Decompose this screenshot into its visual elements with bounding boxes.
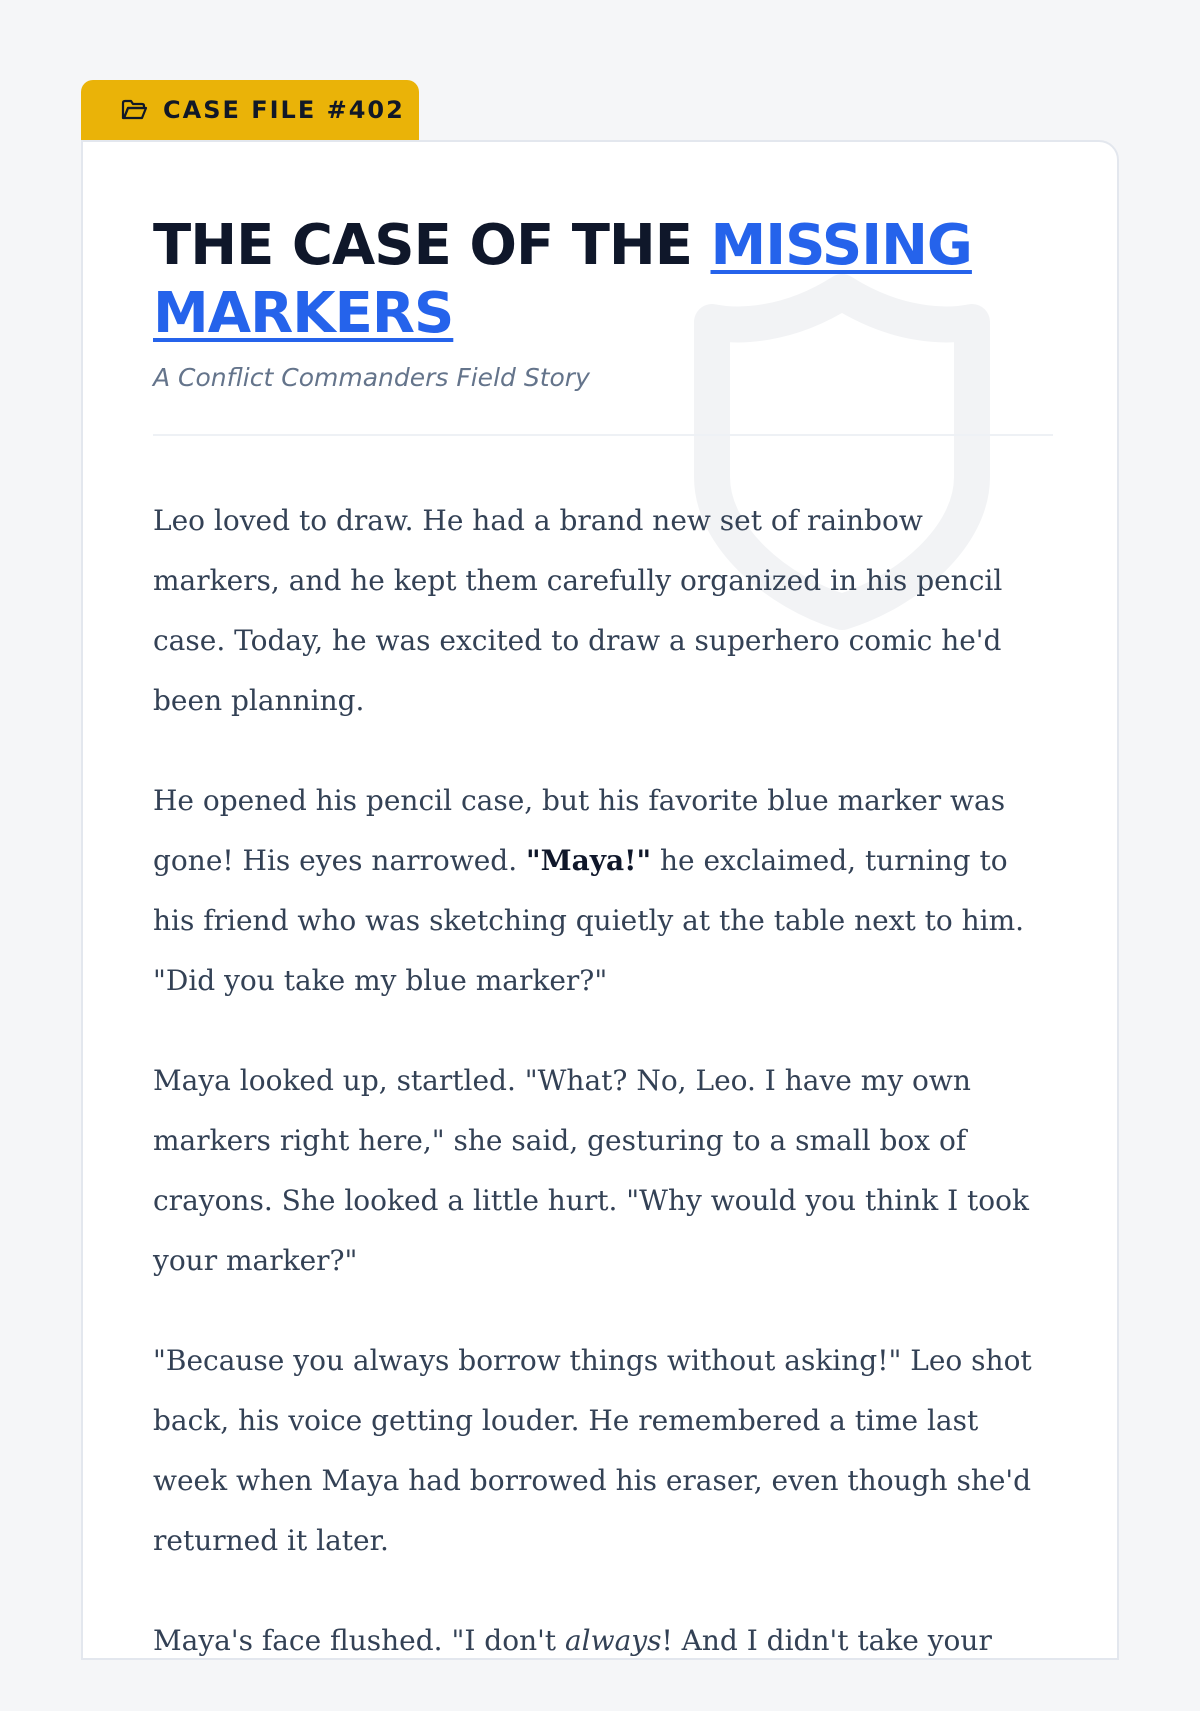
story-paragraph: Maya looked up, startled. "What? No, Leo. I have my own markers right here," she said, gesturing to a small box of crayons. She looked a little hurt. "Why would you think I took your marker?" (153, 1064, 1029, 1277)
case-file-tab (81, 80, 419, 140)
paragraph-text: Maya's face flushed. "I don't (153, 1624, 565, 1657)
paragraph-text: he exclaimed, turning to his friend who was sketching quietly at the table next to him. "Did you take my blue marker?" (153, 844, 1025, 997)
story-paragraph: "Because you always borrow things without asking!" Leo shot back, his voice getting louder. He remembered a time last week when Maya had borrowed his eraser, even though she'd returned it later. (153, 1344, 1032, 1557)
story-paragraph (153, 1611, 1053, 1671)
story-card (81, 140, 1119, 1660)
paragraph-text: He opened his pencil case, but his favorite blue marker was gone! His eyes narrowed. (153, 784, 1006, 877)
story-paragraph: Leo loved to draw. He had a brand new set of rainbow markers, and he kept them carefully organized in his pencil case. Today, he was excited to draw a superhero comic he'd been planning. (153, 504, 1003, 717)
story-subtitle: A Conflict Commanders Field Story (153, 363, 590, 392)
paragraph-text: ! And I didn't take your (661, 1624, 992, 1657)
case-file-label: CASE FILE #402 (163, 96, 405, 124)
story-content (153, 212, 1053, 1711)
title-main: THE CASE OF THE (153, 213, 711, 278)
story-paragraph (153, 771, 1053, 1011)
story-body (153, 491, 1053, 1671)
folder-open-icon (121, 98, 147, 122)
italic-emphasis: always (564, 1624, 662, 1657)
story-title (153, 212, 1053, 348)
title-accent-link: MISSING MARKERS (153, 213, 972, 346)
bold-quote: "Maya!" (526, 844, 652, 877)
header-divider (153, 434, 1053, 436)
